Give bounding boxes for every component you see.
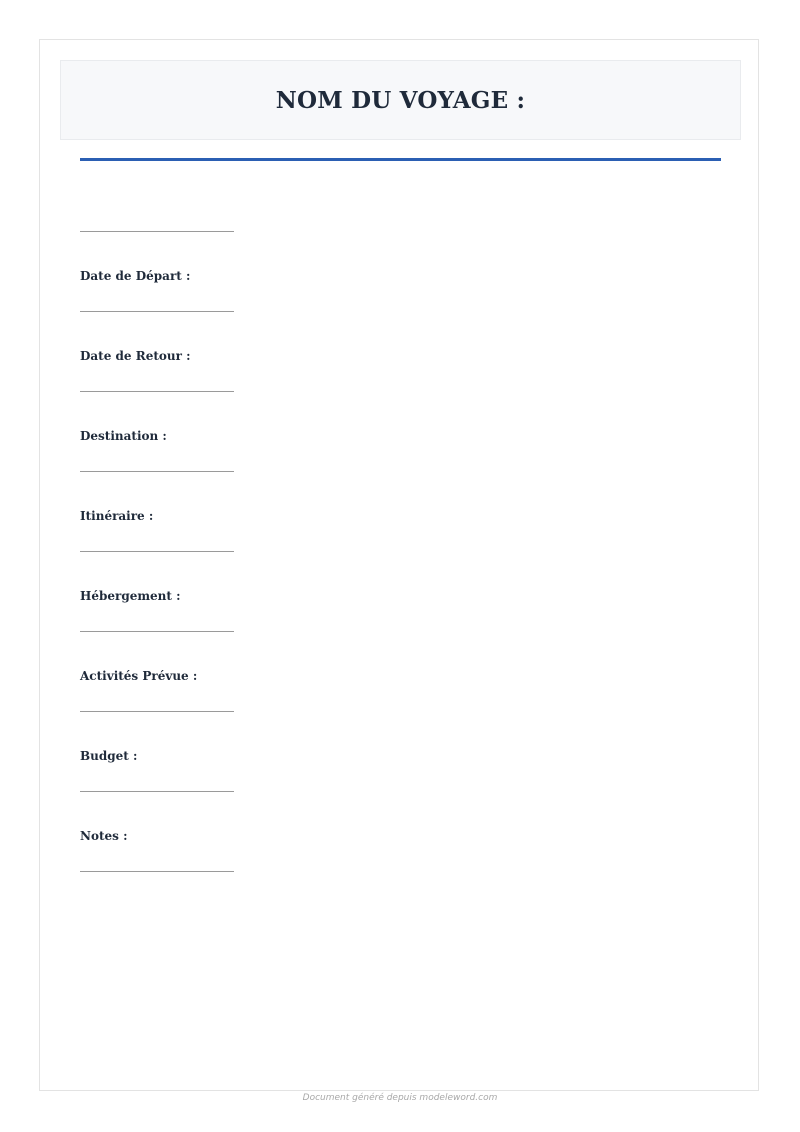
- field-label-activites: Activités Prévue :: [80, 669, 198, 683]
- page-title: NOM DU VOYAGE :: [275, 86, 526, 114]
- document-page: [39, 39, 759, 1091]
- title-box: [60, 60, 741, 140]
- field-label-budget: Budget :: [80, 749, 138, 763]
- field-label-depart: Date de Départ :: [80, 269, 191, 283]
- field-line-top[interactable]: [80, 231, 234, 232]
- field-line-activites[interactable]: [80, 711, 234, 712]
- field-label-itineraire: Itinéraire :: [80, 509, 154, 523]
- footer-credit: Document généré depuis modeleword.com: [302, 1093, 498, 1103]
- field-label-hebergement: Hébergement :: [80, 589, 181, 603]
- field-line-destination[interactable]: [80, 471, 234, 472]
- field-line-notes[interactable]: [80, 871, 234, 872]
- field-line-hebergement[interactable]: [80, 631, 234, 632]
- title-divider: [80, 158, 721, 161]
- field-line-itineraire[interactable]: [80, 551, 234, 552]
- field-label-notes: Notes :: [80, 829, 128, 843]
- field-line-depart[interactable]: [80, 311, 234, 312]
- field-label-destination: Destination :: [80, 429, 167, 443]
- field-line-retour[interactable]: [80, 391, 234, 392]
- field-label-retour: Date de Retour :: [80, 349, 191, 363]
- field-line-budget[interactable]: [80, 791, 234, 792]
